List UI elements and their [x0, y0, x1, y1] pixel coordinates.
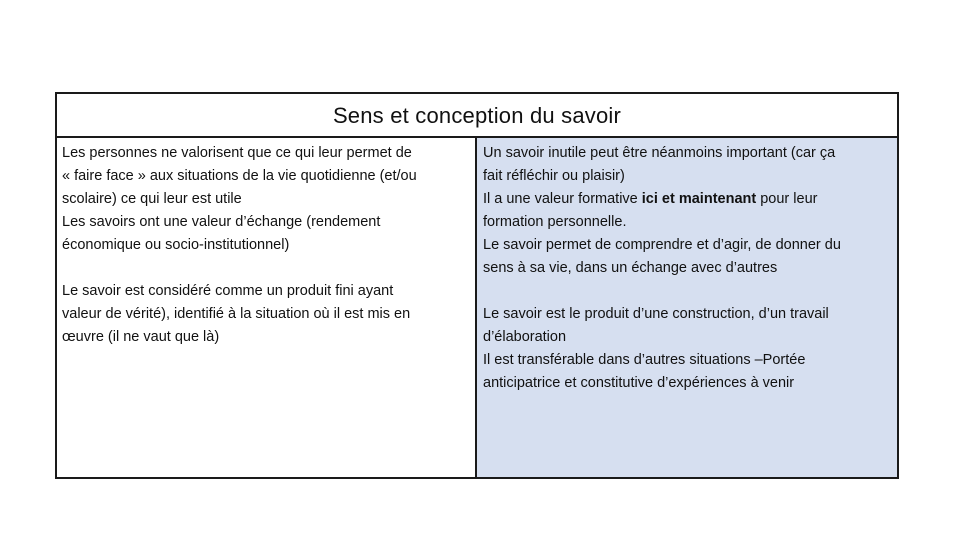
text-line: œuvre (il ne vaut que là): [62, 329, 220, 345]
paragraph-spacer: [483, 280, 893, 303]
text-line: d’élaboration: [483, 329, 567, 345]
left-paragraph-2: [62, 280, 469, 349]
text-line: Le savoir permet de comprendre et d’agir, de donner du: [483, 237, 841, 253]
text-line-with-emphasis: [483, 188, 893, 211]
text-line: Le savoir est considéré comme un produit fini ayant: [62, 283, 394, 299]
concept-table: [55, 92, 899, 479]
text-line: Un savoir inutile peut être néanmoins important (car ça: [483, 145, 836, 161]
emphasis-text: ici et maintenant: [641, 191, 757, 207]
text-segment: Il a une valeur formative: [483, 191, 642, 207]
text-line: « faire face » aux situations de la vie quotidienne (et/ou: [62, 168, 417, 184]
right-paragraph-1: [483, 142, 893, 280]
text-line: Les personnes ne valorisent que ce qui leur permet de: [62, 145, 412, 161]
text-line: Le savoir est le produit d’une construction, d’un travail: [483, 306, 829, 322]
text-line: Les savoirs ont une valeur d’échange (rendement: [62, 214, 381, 230]
left-column-cell: [57, 138, 477, 477]
left-paragraph-1: [62, 142, 469, 257]
text-line: sens à sa vie, dans un échange avec d’autres: [483, 260, 778, 276]
table-title: Sens et conception du savoir: [332, 103, 622, 128]
text-line: formation personnelle.: [483, 214, 627, 230]
text-segment: pour leur: [756, 191, 818, 207]
text-line: Il est transférable dans d’autres situations –Portée: [483, 352, 806, 368]
right-column-cell: [477, 138, 897, 477]
paragraph-spacer: [62, 257, 469, 280]
right-paragraph-2: [483, 303, 893, 395]
text-line: valeur de vérité), identifié à la situation où il est mis en: [62, 306, 411, 322]
text-line: fait réfléchir ou plaisir): [483, 168, 625, 184]
text-line: anticipatrice et constitutive d’expériences à venir: [483, 375, 795, 391]
table-title-row: [57, 94, 897, 138]
text-line: scolaire) ce qui leur est utile: [62, 191, 242, 207]
text-line: économique ou socio-institutionnel): [62, 237, 290, 253]
